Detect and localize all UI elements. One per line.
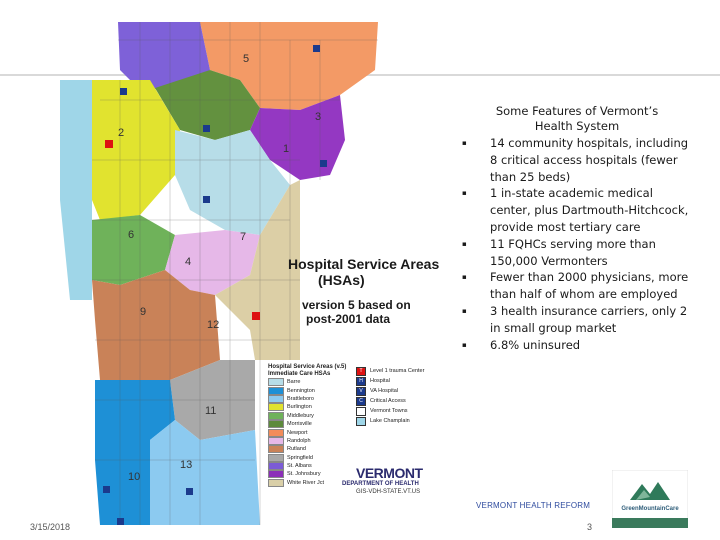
bullet-icon: ▪ [462, 340, 467, 349]
feature-item [462, 269, 692, 303]
features-panel [462, 104, 692, 353]
trauma-center-icon [252, 312, 260, 320]
green-mountain-care-logo [612, 470, 688, 528]
vdh-logo [342, 466, 442, 496]
vdh-department: DEPARTMENT OF HEALTH [342, 481, 419, 487]
legend-swatch [268, 445, 284, 453]
region-number: 7 [240, 231, 247, 243]
feature-text: 14 community hospitals, including 8 critical access hospitals (fewer than 25 beds) [490, 136, 689, 184]
panel-title [462, 104, 692, 134]
gmc-logo-text: GreenMountainCare [621, 506, 679, 512]
trauma-center-icon [105, 140, 113, 148]
legend-area-label: Randolph [287, 437, 311, 444]
legend-area-label: St. Johnsbury [287, 471, 321, 478]
footer-org: VERMONT HEALTH REFORM [476, 501, 591, 510]
legend-area-item [268, 445, 448, 453]
bullet-icon: ▪ [462, 189, 467, 198]
legend-symbol-label: Critical Access [370, 398, 406, 404]
feature-text: 11 FQHCs serving more than 150,000 Vermonters [490, 236, 656, 268]
legend-symbol-item [356, 396, 424, 406]
legend-symbol-item [356, 376, 424, 386]
legend-symbol-label: Hospital [370, 378, 390, 384]
legend-symbol-item [356, 366, 424, 376]
hospital-icon [203, 125, 210, 132]
panel-title-line2: Health System [534, 119, 620, 133]
legend-swatch [268, 470, 284, 478]
legend-swatch [268, 412, 284, 420]
map-title-line2: (HSAs) [318, 272, 365, 288]
legend-symbol-icon [356, 417, 366, 426]
legend-area-label: Bennington [287, 387, 315, 394]
map-title [288, 256, 448, 326]
legend-symbol-label: Lake Champlain [370, 418, 410, 424]
legend-swatch [268, 429, 284, 437]
legend-symbol-icon [356, 407, 366, 416]
legend-swatch [268, 437, 284, 445]
region-number: 12 [207, 319, 220, 331]
map-title-line1: Hospital Service Areas [288, 256, 440, 272]
region-number: 1 [283, 143, 290, 155]
legend-swatch [268, 403, 284, 411]
legend-symbol-label: Level 1 trauma Center [370, 368, 425, 374]
lake-champlain [60, 80, 92, 300]
legend-title: Hospital Service Areas (v.5) [268, 364, 347, 370]
hospital-icon [186, 488, 193, 495]
map-subtitle-line2: post-2001 data [306, 312, 391, 326]
bullet-icon: ▪ [462, 239, 467, 248]
hospital-icon [320, 160, 327, 167]
legend-swatch [268, 395, 284, 403]
legend-subtitle: Immediate Care HSAs [268, 371, 331, 377]
legend-swatch [268, 479, 284, 487]
legend-symbol-item [356, 406, 424, 416]
legend-symbols [356, 366, 424, 426]
legend-symbol-icon: V [356, 387, 366, 396]
feature-item [462, 185, 692, 235]
legend-area-label: Middlebury [287, 412, 314, 419]
feature-text: 3 health insurance carriers, only 2 in small group market [490, 303, 688, 335]
page-number: 3 [587, 522, 593, 532]
legend-area-label: St. Albans [287, 463, 312, 470]
legend-area-label: Brattleboro [287, 395, 314, 402]
legend-swatch [268, 387, 284, 395]
region-number: 5 [243, 53, 250, 65]
hospital-icon [117, 518, 124, 525]
legend-symbol-label: Vermont Towns [370, 408, 408, 414]
panel-title-line1: Some Features of Vermont’s [495, 104, 659, 118]
region-number: 10 [128, 471, 141, 483]
region-number: 4 [185, 256, 192, 268]
map-subtitle-line1: version 5 based on [302, 298, 411, 312]
hospital-icon [120, 88, 127, 95]
legend-area-item [268, 454, 448, 462]
map-legend [268, 364, 448, 524]
region-number: 6 [128, 229, 135, 241]
feature-text: 6.8% uninsured [490, 337, 581, 352]
feature-item [462, 303, 692, 337]
legend-symbol-label: VA Hospital [370, 388, 399, 394]
bullet-icon: ▪ [462, 306, 467, 315]
legend-swatch [268, 378, 284, 386]
features-list [462, 135, 692, 353]
hospital-icon [103, 486, 110, 493]
hospital-icon [203, 196, 210, 203]
feature-item [462, 337, 692, 354]
region-number: 11 [205, 405, 217, 417]
legend-area-label: Newport [287, 429, 308, 436]
region-number: 9 [140, 306, 147, 318]
legend-area-label: Springfield [287, 454, 313, 461]
legend-swatch [268, 454, 284, 462]
region-number: 13 [180, 459, 193, 471]
legend-area-label: Barre [287, 379, 301, 386]
region-number: 2 [118, 127, 125, 139]
slide-date: 3/15/2018 [30, 522, 71, 532]
vdh-credit: GIS-VDH-STATE.VT.US [356, 489, 421, 495]
legend-area-label: Burlington [287, 404, 312, 411]
legend-area-label: Morrisville [287, 421, 312, 428]
legend-symbol-icon: T [356, 367, 366, 376]
feature-text: Fewer than 2000 physicians, more than half of whom are employed [490, 270, 689, 302]
hospital-icon [313, 45, 320, 52]
vdh-wordmark: VERMONT [356, 465, 423, 481]
legend-area-item [268, 437, 448, 445]
feature-item [462, 135, 692, 185]
legend-symbol-item [356, 386, 424, 396]
legend-symbol-icon: H [356, 377, 366, 386]
legend-area-item [268, 428, 448, 436]
legend-swatch [268, 462, 284, 470]
bullet-icon: ▪ [462, 139, 467, 147]
bullet-icon: ▪ [462, 273, 467, 282]
legend-symbol-item [356, 416, 424, 426]
legend-area-label: Rutland [287, 446, 306, 453]
region-number: 3 [315, 111, 322, 123]
legend-area-label: White River Jct [287, 479, 324, 486]
legend-symbol-icon: C [356, 397, 366, 406]
feature-text: 1 in-state academic medical center, plus Dartmouth-Hitchcock, provide most tertiary care [490, 186, 689, 234]
legend-swatch [268, 420, 284, 428]
feature-item [462, 236, 692, 270]
